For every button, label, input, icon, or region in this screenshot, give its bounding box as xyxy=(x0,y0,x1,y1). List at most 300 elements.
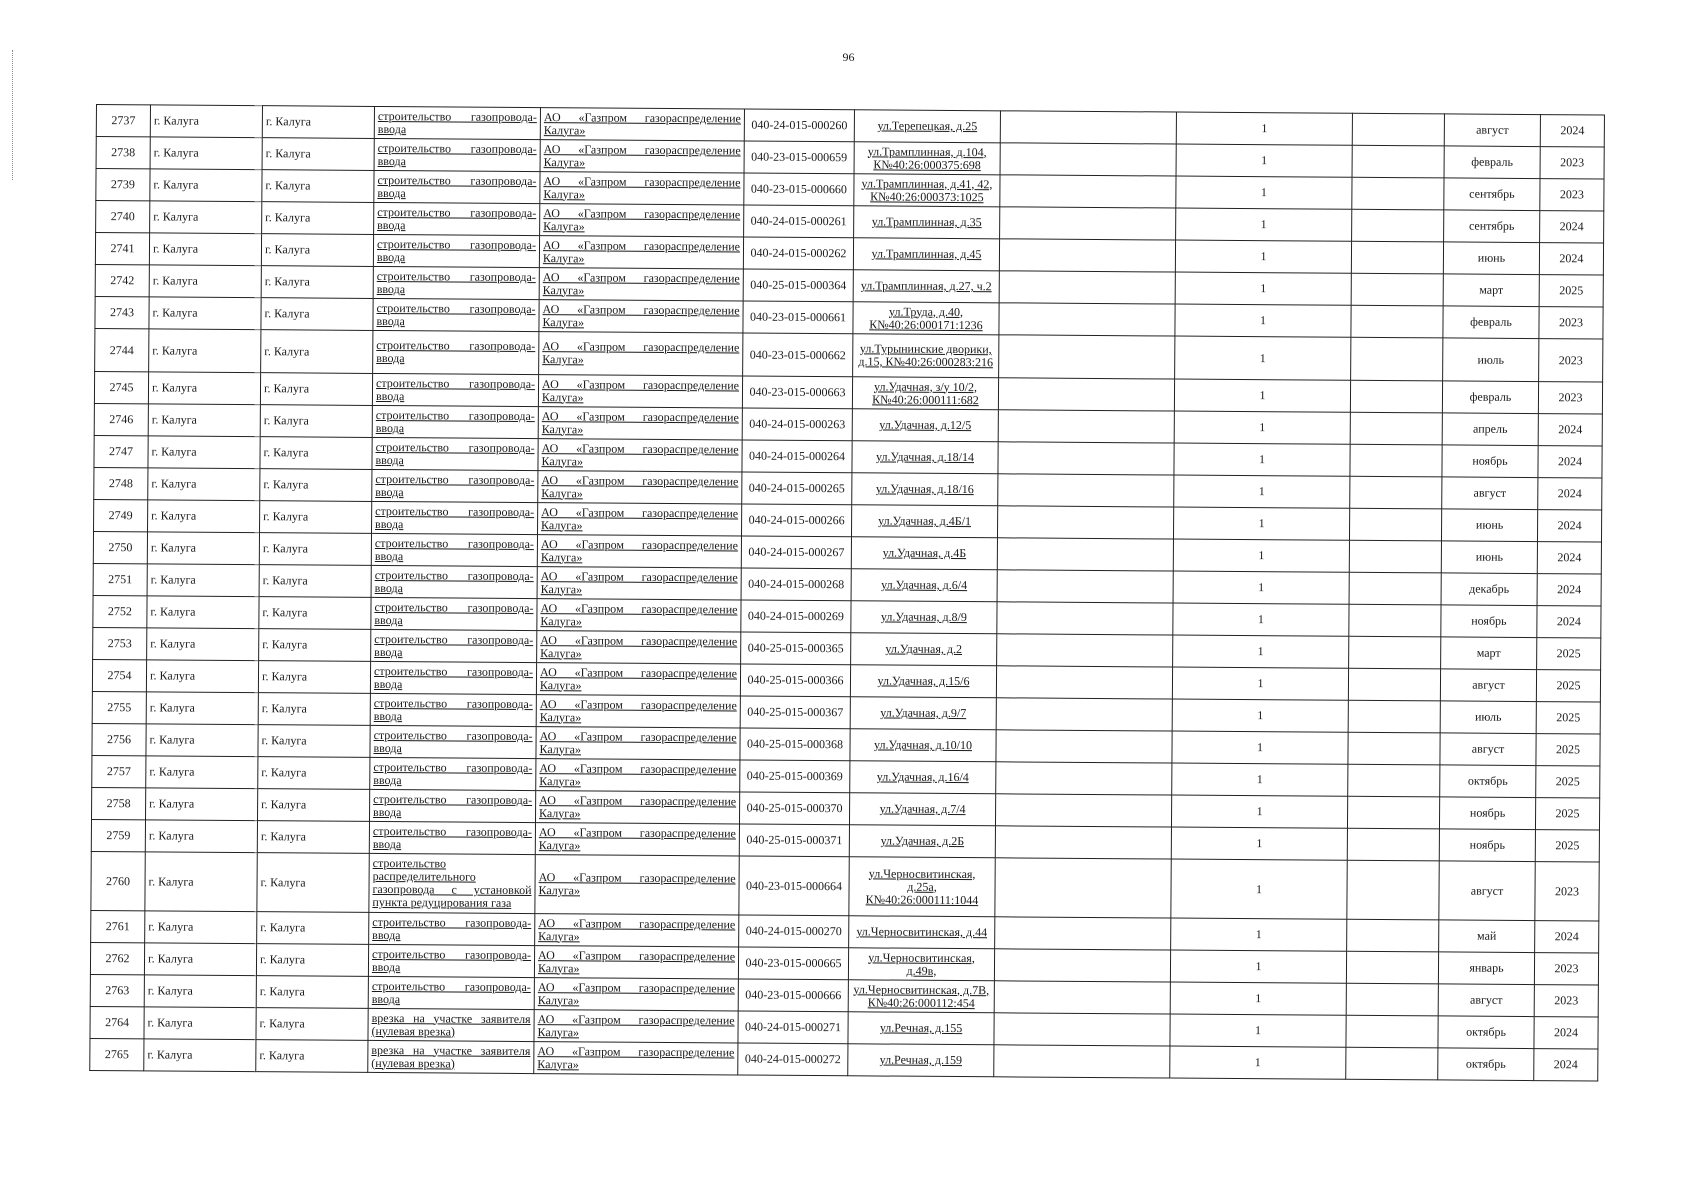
cell-organization xyxy=(538,375,742,408)
year-text: 2024 xyxy=(1559,251,1584,266)
cell-locality xyxy=(261,266,373,299)
year-text: 2023 xyxy=(1558,315,1584,330)
locality-text: г. Калуга xyxy=(259,984,305,999)
cell-quantity xyxy=(1175,336,1351,380)
municipality-text: г. Калуга xyxy=(150,636,196,651)
locality-text: г. Калуга xyxy=(261,701,307,716)
cell-month xyxy=(1439,797,1535,830)
cell-empty xyxy=(994,949,1170,982)
work-type-text: строительство газопровода-ввода xyxy=(374,535,534,563)
municipality-text: г. Калуга xyxy=(151,412,197,427)
locality-text: г. Калуга xyxy=(262,637,308,652)
municipality-text: г. Калуга xyxy=(153,145,199,160)
cell-registry-code xyxy=(741,504,851,537)
work-type-text: строительство газопровода-ввода xyxy=(373,791,533,819)
month-text: февраль xyxy=(1469,389,1512,404)
year-text: 2024 xyxy=(1557,550,1582,565)
cell-work-type xyxy=(368,1008,534,1041)
cell-registry-code xyxy=(738,947,848,980)
month-text: июнь xyxy=(1477,250,1506,265)
registry-code-text: 040-24-015-000266 xyxy=(748,512,845,528)
month-text: октябрь xyxy=(1466,1024,1507,1039)
cell-year xyxy=(1540,179,1604,211)
cell-municipality xyxy=(144,943,256,976)
locality-text: г. Калуга xyxy=(265,146,311,161)
organization-text: АО «Газпром газораспределение Калуга» xyxy=(542,339,740,367)
organization-text: АО «Газпром газораспределение Калуга» xyxy=(538,824,736,852)
address-text: ул.Удачная, д.9/7 xyxy=(880,705,967,721)
municipality-text: г. Калуга xyxy=(149,796,195,811)
cell-registry-code xyxy=(741,536,851,569)
municipality-text: г. Калуга xyxy=(150,572,196,587)
municipality-text: г. Калуга xyxy=(153,209,199,224)
cell-locality xyxy=(258,725,370,758)
address-text: ул.Удачная, з/у 10/2, К№40:26:000111:682 xyxy=(872,378,979,407)
cell-empty xyxy=(1350,476,1442,509)
cell-row-number xyxy=(93,563,147,595)
cell-address xyxy=(852,409,998,442)
cell-empty xyxy=(1350,444,1442,477)
register-sheet xyxy=(89,104,1604,1082)
cell-municipality xyxy=(144,1007,256,1040)
cell-empty xyxy=(995,794,1171,827)
month-text: июль xyxy=(1477,352,1505,367)
cell-municipality xyxy=(146,756,258,789)
quantity-text: 1 xyxy=(1257,676,1264,691)
work-type-text: строительство газопровода-ввода xyxy=(376,337,536,366)
cell-empty xyxy=(1346,983,1438,1016)
year-text: 2024 xyxy=(1560,123,1585,138)
year-text: 2025 xyxy=(1556,678,1581,693)
cell-municipality xyxy=(145,852,257,912)
cell-month xyxy=(1440,669,1536,702)
cell-empty xyxy=(1347,828,1439,861)
cell-municipality xyxy=(146,724,258,757)
cell-organization xyxy=(536,663,740,696)
month-text: ноябрь xyxy=(1471,613,1507,628)
cell-row-number xyxy=(96,169,150,201)
cell-municipality xyxy=(148,500,260,533)
cell-row-number xyxy=(92,755,146,787)
cell-year xyxy=(1537,542,1601,574)
row-number-text: 2738 xyxy=(111,145,136,160)
cell-empty xyxy=(997,570,1173,603)
month-text: август xyxy=(1471,741,1505,756)
cell-organization xyxy=(535,823,739,856)
cell-address xyxy=(854,206,1000,239)
quantity-text: 1 xyxy=(1256,836,1263,851)
registry-code-text: 040-25-015-000370 xyxy=(746,800,843,816)
locality-text: г. Калуга xyxy=(265,114,312,129)
work-type-text: строительство газопровода-ввода xyxy=(376,300,536,328)
cell-year xyxy=(1538,478,1602,510)
address-text: ул.Удачная, д.7/4 xyxy=(879,801,966,817)
quantity-text: 1 xyxy=(1256,804,1263,819)
cell-work-type xyxy=(374,106,540,139)
cell-registry-code xyxy=(742,376,852,409)
month-text: сентябрь xyxy=(1468,218,1515,233)
month-text: февраль xyxy=(1470,314,1512,329)
cell-empty xyxy=(997,538,1173,571)
cell-organization xyxy=(537,631,741,664)
cell-empty xyxy=(1347,860,1439,920)
cell-registry-code xyxy=(741,600,851,633)
registry-code-text: 040-24-015-000263 xyxy=(749,416,846,432)
cell-month xyxy=(1442,477,1538,510)
cell-quantity xyxy=(1173,539,1349,572)
cell-address xyxy=(848,1044,994,1077)
cell-quantity xyxy=(1171,859,1347,919)
cell-registry-code xyxy=(743,237,853,270)
cell-empty xyxy=(1000,143,1176,176)
cell-organization xyxy=(535,914,739,947)
cell-locality xyxy=(262,138,374,171)
cell-empty xyxy=(1346,951,1438,984)
quantity-text: 1 xyxy=(1258,484,1265,499)
cell-empty xyxy=(994,981,1170,1014)
cell-quantity xyxy=(1174,443,1350,476)
row-number-text: 2745 xyxy=(109,380,134,395)
municipality-text: г. Калуга xyxy=(149,668,196,683)
locality-text: г. Калуга xyxy=(262,605,308,620)
address-text: ул.Удачная, д.2 xyxy=(885,641,963,657)
cell-locality xyxy=(261,298,373,331)
registry-code-text: 040-23-015-000662 xyxy=(749,347,846,362)
locality-text: г. Калуга xyxy=(262,573,308,588)
work-type-text: строительство газопровода-ввода xyxy=(376,236,537,264)
cell-year xyxy=(1534,953,1598,985)
cell-empty xyxy=(1349,604,1441,637)
registry-code-text: 040-24-015-000265 xyxy=(748,480,845,496)
month-text: апрель xyxy=(1473,421,1508,436)
cell-registry-code xyxy=(743,269,853,302)
quantity-text: 1 xyxy=(1258,548,1265,563)
month-text: сентябрь xyxy=(1469,186,1515,201)
cell-address xyxy=(851,569,997,602)
cell-locality xyxy=(259,597,371,630)
cell-quantity xyxy=(1172,667,1348,700)
registry-code-text: 040-24-015-000264 xyxy=(749,448,846,464)
cell-work-type xyxy=(372,405,538,438)
cell-locality xyxy=(258,661,370,694)
organization-text: АО «Газпром газораспределение Калуга» xyxy=(542,237,741,265)
cell-locality xyxy=(260,437,372,470)
cell-month xyxy=(1441,573,1537,606)
registry-code-text: 040-24-015-000262 xyxy=(750,245,847,261)
cell-quantity xyxy=(1173,635,1349,668)
registry-code-text: 040-24-015-000270 xyxy=(745,923,842,939)
locality-text: г. Калуга xyxy=(264,306,310,321)
locality-text: г. Калуга xyxy=(261,797,307,812)
cell-empty xyxy=(1351,305,1443,338)
cell-empty xyxy=(1348,764,1440,797)
work-type-text: строительство газопровода-ввода xyxy=(374,599,534,627)
year-text: 2024 xyxy=(1557,486,1582,501)
row-number-text: 2764 xyxy=(105,1015,130,1030)
row-number-text: 2751 xyxy=(108,572,133,587)
address-text: ул.Удачная, д.4Б/1 xyxy=(878,513,972,529)
cell-address xyxy=(850,697,996,730)
cell-work-type xyxy=(372,501,538,534)
cell-year xyxy=(1534,1049,1598,1081)
cell-work-type xyxy=(372,437,538,470)
cell-work-type xyxy=(372,469,538,502)
cell-row-number xyxy=(95,328,149,371)
organization-text: АО «Газпром газораспределение Калуга» xyxy=(540,632,738,660)
cell-work-type xyxy=(369,912,535,945)
organization-text: АО «Газпром газораспределение Калуга» xyxy=(537,947,736,975)
registry-code-text: 040-23-015-000664 xyxy=(746,878,843,893)
cell-empty xyxy=(1000,207,1176,240)
cell-organization xyxy=(537,567,741,600)
cell-row-number xyxy=(93,595,147,627)
cell-work-type xyxy=(372,373,538,406)
cell-month xyxy=(1439,861,1535,921)
cell-quantity xyxy=(1172,763,1348,796)
row-number-text: 2758 xyxy=(106,796,131,811)
registry-code-text: 040-25-015-000367 xyxy=(747,704,844,720)
cell-year xyxy=(1536,702,1600,734)
cell-work-type xyxy=(370,757,536,790)
cell-address xyxy=(853,238,999,271)
cell-year xyxy=(1537,638,1601,670)
municipality-text: г. Калуга xyxy=(151,380,198,395)
cell-row-number xyxy=(94,435,148,467)
locality-text: г. Калуга xyxy=(264,242,311,257)
quantity-text: 1 xyxy=(1259,452,1266,467)
cell-registry-code xyxy=(738,1043,848,1076)
cell-work-type xyxy=(368,944,534,977)
cell-empty xyxy=(1350,380,1442,413)
row-number-text: 2746 xyxy=(109,412,134,427)
cell-municipality xyxy=(147,532,259,565)
cell-month xyxy=(1442,413,1538,446)
cell-row-number xyxy=(93,531,147,563)
organization-text: АО «Газпром газораспределение Калуга» xyxy=(538,915,736,943)
cell-empty xyxy=(1349,572,1441,605)
cell-registry-code xyxy=(742,472,852,505)
locality-text: г. Калуга xyxy=(260,874,306,889)
cell-row-number xyxy=(90,942,144,974)
year-text: 2024 xyxy=(1554,929,1579,944)
cell-organization xyxy=(537,599,741,632)
cell-empty xyxy=(994,1013,1170,1046)
row-number-text: 2742 xyxy=(110,273,135,288)
cell-quantity xyxy=(1174,379,1350,412)
cell-month xyxy=(1443,338,1539,382)
row-number-text: 2744 xyxy=(109,342,134,357)
organization-text: АО «Газпром газораспределение Калуга» xyxy=(540,536,738,564)
cell-address xyxy=(852,377,998,410)
cell-organization xyxy=(534,978,738,1011)
cell-row-number xyxy=(92,659,146,691)
cell-empty xyxy=(1351,273,1443,306)
cell-row-number xyxy=(90,1038,144,1070)
cell-address xyxy=(848,1012,994,1045)
cell-address xyxy=(851,537,997,570)
cell-empty xyxy=(994,1045,1170,1078)
municipality-text: г. Калуга xyxy=(152,305,198,320)
cell-registry-code xyxy=(739,856,849,916)
quantity-text: 1 xyxy=(1256,740,1264,755)
cell-locality xyxy=(259,533,371,566)
month-text: декабрь xyxy=(1469,581,1510,596)
cell-address xyxy=(851,633,997,666)
cell-registry-code xyxy=(738,979,848,1012)
municipality-text: г. Калуга xyxy=(150,540,197,555)
cell-empty xyxy=(1347,919,1439,952)
cell-month xyxy=(1443,274,1539,307)
quantity-text: 1 xyxy=(1254,1055,1261,1070)
locality-text: г. Калуга xyxy=(259,1048,305,1063)
cell-empty xyxy=(999,271,1175,304)
registry-code-text: 040-25-015-000368 xyxy=(747,736,844,752)
cell-organization xyxy=(538,471,742,504)
locality-text: г. Калуга xyxy=(261,669,308,684)
year-text: 2024 xyxy=(1557,518,1582,533)
quantity-text: 1 xyxy=(1259,313,1267,328)
organization-text: АО «Газпром газораспределение Калуга» xyxy=(539,728,737,756)
month-text: октябрь xyxy=(1465,1056,1506,1071)
cell-registry-code xyxy=(744,141,854,174)
cell-address xyxy=(852,473,998,506)
quantity-text: 1 xyxy=(1260,281,1267,296)
row-number-text: 2750 xyxy=(108,540,133,555)
row-number-text: 2765 xyxy=(104,1047,129,1062)
cell-locality xyxy=(257,821,369,854)
month-text: октябрь xyxy=(1467,773,1508,788)
cell-year xyxy=(1537,574,1601,606)
cell-month xyxy=(1440,701,1536,734)
year-text: 2024 xyxy=(1553,1057,1578,1072)
month-text: март xyxy=(1479,282,1504,297)
cell-registry-code xyxy=(742,440,852,473)
registry-code-text: 040-25-015-000364 xyxy=(750,277,847,293)
cell-organization xyxy=(535,855,739,915)
cell-locality xyxy=(262,202,374,235)
cell-address xyxy=(854,110,1000,143)
cell-row-number xyxy=(95,233,149,265)
registry-code-text: 040-24-015-000267 xyxy=(748,544,845,560)
cell-year xyxy=(1538,446,1602,478)
year-text: 2024 xyxy=(1556,614,1581,629)
cell-organization xyxy=(537,535,741,568)
cell-municipality xyxy=(145,911,257,944)
cell-row-number xyxy=(92,787,146,819)
cell-empty xyxy=(1352,177,1444,210)
registry-code-text: 040-24-015-000268 xyxy=(748,576,845,592)
cell-organization xyxy=(539,268,743,301)
quantity-text: 1 xyxy=(1255,991,1262,1006)
year-text: 2023 xyxy=(1559,187,1584,202)
work-type-text: строительство распределительного газопровода с установкой пункта редуцирования газа xyxy=(372,855,532,910)
quantity-text: 1 xyxy=(1259,388,1266,403)
address-text: ул.Черносвитинская, д.7В, К№40:26:000112:454 xyxy=(853,981,990,1010)
municipality-text: г. Калуга xyxy=(152,241,199,256)
cell-quantity xyxy=(1174,475,1350,508)
cell-registry-code xyxy=(739,824,849,857)
work-type-text: строительство газопровода-ввода xyxy=(371,978,531,1006)
registry-code-text: 040-25-015-000371 xyxy=(746,832,843,848)
cell-empty xyxy=(995,917,1171,950)
cell-year xyxy=(1539,307,1603,339)
municipality-text: г. Калуга xyxy=(148,919,194,934)
municipality-text: г. Калуга xyxy=(147,951,194,966)
locality-text: г. Калуга xyxy=(264,274,310,289)
year-text: 2025 xyxy=(1559,283,1584,298)
cell-row-number xyxy=(92,691,146,723)
cell-row-number xyxy=(95,296,149,328)
cell-year xyxy=(1535,830,1599,862)
cell-work-type xyxy=(373,298,539,331)
registry-code-text: 040-24-015-000261 xyxy=(750,213,847,229)
cell-year xyxy=(1539,339,1603,382)
organization-text: АО «Газпром газораспределение Калуга» xyxy=(540,568,738,596)
cell-locality xyxy=(259,565,371,598)
cell-year xyxy=(1538,414,1602,446)
cell-empty xyxy=(1346,1015,1438,1048)
work-type-text: строительство газопровода-ввода xyxy=(377,108,537,136)
quantity-text: 1 xyxy=(1256,772,1263,787)
cell-year xyxy=(1536,734,1600,766)
work-type-text: строительство газопровода-ввода xyxy=(373,727,533,755)
cell-registry-code xyxy=(739,792,849,825)
cell-locality xyxy=(256,1008,368,1041)
cell-locality xyxy=(257,912,369,945)
work-type-text: строительство газопровода-ввода xyxy=(377,140,537,168)
cell-municipality xyxy=(149,329,261,373)
year-text: 2025 xyxy=(1555,838,1580,853)
locality-text: г. Калуга xyxy=(263,381,310,396)
work-type-text: строительство газопровода-ввода xyxy=(373,663,534,691)
cell-empty xyxy=(1349,508,1441,541)
cell-registry-code xyxy=(742,408,852,441)
cell-work-type xyxy=(370,693,536,726)
cell-month xyxy=(1443,306,1539,339)
year-text: 2024 xyxy=(1557,582,1582,597)
cell-month xyxy=(1441,605,1537,638)
registry-code-text: 040-23-015-000661 xyxy=(749,309,847,325)
cell-month xyxy=(1443,242,1539,275)
cell-address xyxy=(852,441,998,474)
address-text: ул.Трамплинная, д.41, 42, К№40:26:000373:1025 xyxy=(861,175,993,204)
municipality-text: г. Калуга xyxy=(147,983,193,998)
organization-text: АО «Газпром газораспределение Калуга» xyxy=(541,376,740,404)
cell-work-type xyxy=(368,976,534,1009)
locality-text: г. Калуга xyxy=(260,829,307,844)
cell-address xyxy=(854,174,1000,207)
year-text: 2023 xyxy=(1554,993,1579,1008)
cell-work-type xyxy=(374,170,540,203)
address-text: ул.Черносвитинская, д.44 xyxy=(856,924,988,940)
address-text: ул.Трамплинная, д.104, К№40:26:000375:698 xyxy=(867,143,987,172)
cell-month xyxy=(1438,1048,1534,1081)
address-text: ул.Удачная, д.12/5 xyxy=(879,417,972,433)
cell-registry-code xyxy=(738,1011,848,1044)
address-text: ул.Удачная, д.6/4 xyxy=(881,577,968,593)
quantity-text: 1 xyxy=(1260,249,1267,264)
row-number-text: 2759 xyxy=(106,828,131,843)
cell-municipality xyxy=(147,596,259,629)
row-number-text: 2762 xyxy=(105,951,130,966)
locality-text: г. Калуга xyxy=(264,343,310,358)
month-text: март xyxy=(1476,645,1501,660)
cell-work-type xyxy=(371,565,537,598)
cell-registry-code xyxy=(740,696,850,729)
municipality-text: г. Калуга xyxy=(149,764,195,779)
cell-empty xyxy=(998,474,1174,507)
cell-work-type xyxy=(373,234,539,267)
